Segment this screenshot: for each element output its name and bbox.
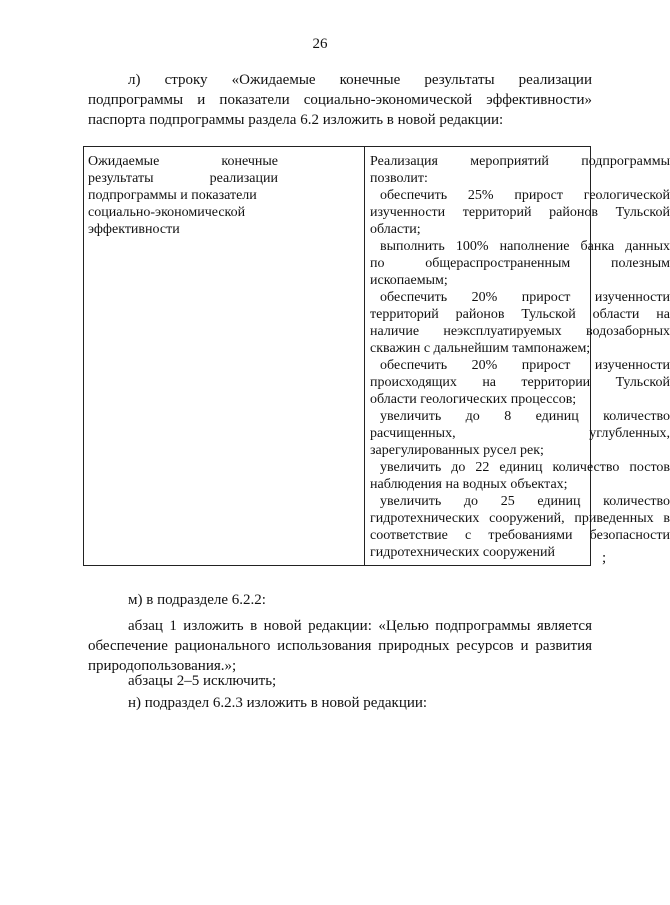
paragraph-line: н) подраздел 6.2.3 изложить в новой редакции: [128, 695, 428, 711]
section-m-paragraph-2 [88, 671, 592, 691]
passport-table [83, 146, 670, 566]
right-cell-line: ископаемым; [370, 273, 448, 288]
right-cell-line: области геологических процессов; [370, 392, 577, 407]
table-trailing-semicolon: ; [602, 550, 607, 566]
left-cell-line: эффективности [88, 222, 180, 237]
right-cell-line: наблюдения на водных объектах; [370, 477, 568, 492]
right-cell-line: происходящих на территории Тульской [370, 375, 670, 390]
left-cell-line: результаты реализации [88, 171, 278, 186]
paragraph-line: абзац 1 изложить в новой редакции: «Целью подпрограммы является [128, 618, 592, 634]
right-cell-line: по общераспространенным полезным [370, 256, 670, 271]
paragraph-line: обеспечение рационального использования природных ресурсов и развития [88, 638, 592, 654]
right-cell-item [370, 153, 670, 187]
right-cell-item [370, 493, 670, 561]
right-cell-line: обеспечить 20% прирост изученности [380, 290, 670, 305]
right-cell-line: территорий районов Тульской области на [370, 307, 670, 322]
section-m-heading-text: м) в подразделе 6.2.2: [128, 592, 266, 608]
right-cell-line: изученности территорий районов Тульской [370, 205, 670, 220]
right-cell-item [370, 238, 670, 289]
right-cell-line: зарегулированных русел рек; [370, 443, 544, 458]
right-cell-line: увеличить до 22 единиц количество постов [380, 460, 670, 475]
right-cell-line: выполнить 100% наполнение банка данных [380, 239, 670, 254]
table-right-cell [370, 153, 670, 561]
right-cell-line: увеличить до 8 единиц количество [380, 409, 670, 424]
paragraph-line: природопользования.»; [88, 658, 237, 674]
right-cell-line: скважин с дальнейшим тампонажем; [370, 341, 591, 356]
right-cell-line: Реализация мероприятий подпрограммы [370, 154, 670, 169]
right-cell-item [370, 289, 670, 357]
left-cell-line: социально-экономической [88, 205, 246, 220]
page-number: 26 [312, 36, 328, 52]
left-cell-line: подпрограммы и показатели [88, 188, 257, 203]
right-cell-line: области; [370, 222, 421, 237]
paragraph-line: абзацы 2–5 исключить; [128, 673, 277, 689]
right-cell-line: позволит: [370, 171, 428, 186]
right-cell-line: расчищенных, углубленных, [370, 426, 670, 441]
right-cell-line: увеличить до 25 единиц количество [380, 494, 670, 509]
section-m-heading [88, 590, 592, 610]
right-cell-line: обеспечить 20% прирост изученности [380, 358, 670, 373]
section-n-heading [88, 693, 592, 713]
table-column-divider [364, 147, 365, 565]
right-cell-item [370, 357, 670, 408]
table-left-cell [88, 153, 278, 238]
right-cell-line: соответствие с требованиями безопасности [370, 528, 670, 543]
right-cell-item [370, 187, 670, 238]
right-cell-line: обеспечить 25% прирост геологической [380, 188, 670, 203]
intro-paragraph [88, 70, 592, 130]
left-cell-line: Ожидаемые конечные [88, 154, 278, 169]
right-cell-line: наличие неэксплуатируемых водозаборных [370, 324, 670, 339]
intro-line: паспорта подпрограммы раздела 6.2 изложить в новой редакции: [88, 112, 504, 128]
right-cell-item [370, 459, 670, 493]
right-cell-line: гидротехнических сооружений [370, 545, 555, 560]
intro-line: подпрограммы и показатели социально-экономической эффективности» [88, 92, 592, 108]
intro-line: л) строку «Ожидаемые конечные результаты реализации [128, 72, 592, 88]
section-m-paragraph-1 [88, 616, 592, 676]
right-cell-item [370, 408, 670, 459]
right-cell-line: гидротехнических сооружений, приведенных в [370, 511, 670, 526]
